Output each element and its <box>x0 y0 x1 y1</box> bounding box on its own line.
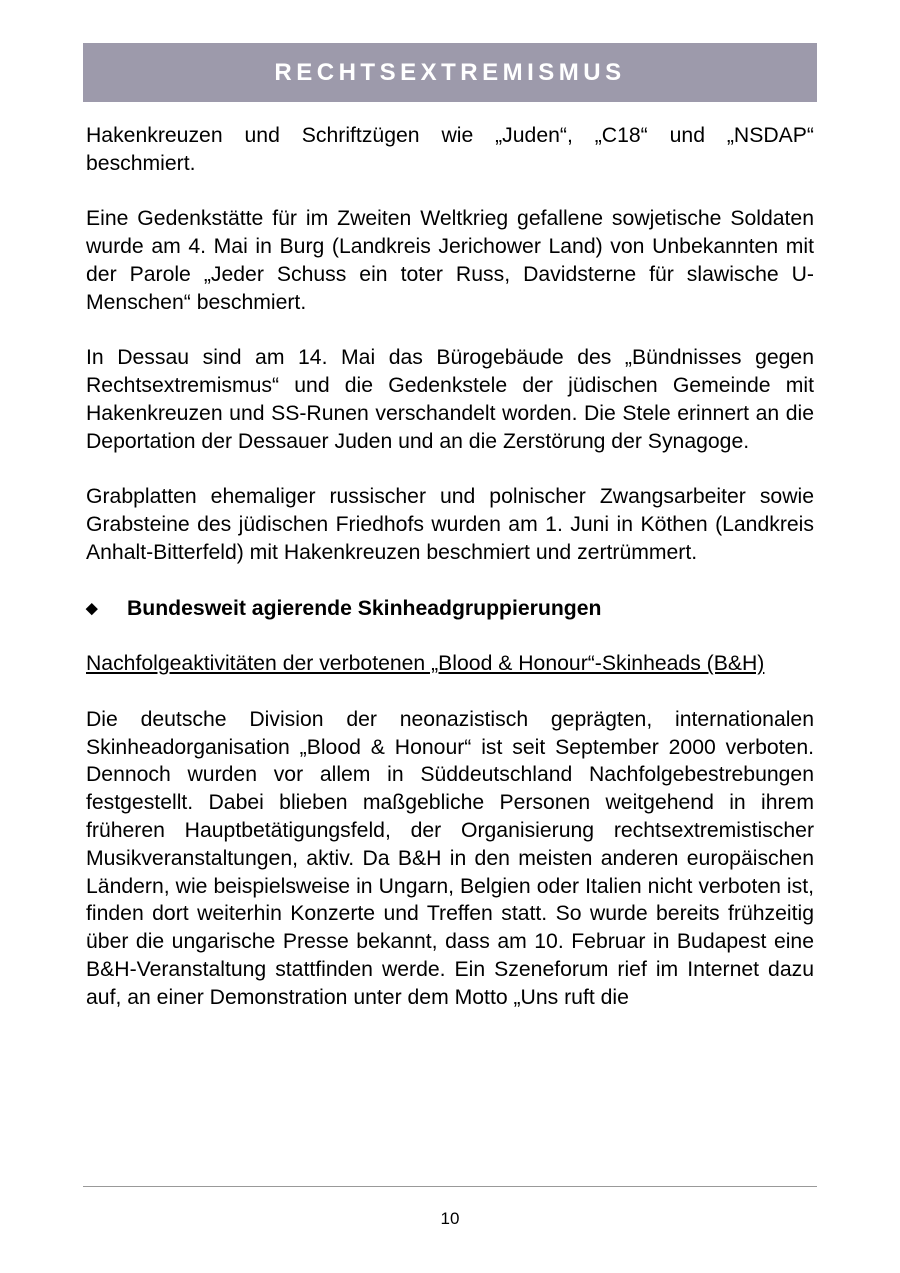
page-header-bar <box>83 43 817 102</box>
footer-divider <box>83 1186 817 1187</box>
diamond-bullet-icon: ◆ <box>86 599 98 617</box>
page-body <box>86 122 814 1039</box>
page-number: 10 <box>440 1209 460 1228</box>
paragraph: Die deutsche Division der neonazistisch geprägten, internationalen Skinheadorganisation „Blood & Honour“ ist seit September 2000 verboten. Dennoch wurden vor allem in Süddeutschland Nachfolgebestrebungen festgestellt. Dabei blieben maßgebliche Personen weitgehend in ihrem früheren Hauptbetätigungsfeld, der Organisierung rechtsextremistischer Musikveranstaltungen, aktiv. Da B&H in den meisten anderen europäischen Ländern, wie beispielsweise in Ungarn, Belgien oder Italien nicht verboten ist, finden dort weiterhin Konzerte und Treffen statt. So wurde bereits frühzeitig über die ungarische Presse bekannt, dass am 10. Februar in Budapest eine B&H-Veranstaltung stattfinden werde. Ein Szeneforum rief im Internet dazu auf, an einer Demonstration unter dem Motto „Uns ruft die <box>86 707 814 1009</box>
page-header-title: RECHTSEXTREMISMUS <box>274 58 626 86</box>
paragraph: Grabplatten ehemaliger russischer und polnischer Zwangsarbeiter sowie Grabsteine des jüdischen Friedhofs wurden am 1. Juni in Köthen (Landkreis Anhalt-Bitterfeld) mit Hakenkreuzen beschmiert und zertrümmert. <box>86 485 814 564</box>
section-heading-text: Bundesweit agierende Skinheadgruppierungen <box>127 596 602 620</box>
subsection-heading: Nachfolgeaktivitäten der verbotenen „Blood & Honour“-Skinheads (B&H) <box>86 652 765 676</box>
section-heading <box>86 595 814 623</box>
paragraph: In Dessau sind am 14. Mai das Bürogebäude des „Bündnisses gegen Rechtsextremismus“ und die Gedenkstele der jüdischen Gemeinde mit Hakenkreuzen und SS-Runen verschandelt worden. Die Stele erinnert an die Deportation der Dessauer Juden und an die Zerstörung der Synagoge. <box>86 346 814 453</box>
paragraph: Hakenkreuzen und Schriftzügen wie „Juden“, „C18“ und „NSDAP“ beschmiert. <box>86 124 814 175</box>
paragraph: Eine Gedenkstätte für im Zweiten Weltkrieg gefallene sowjetische Soldaten wurde am 4. Mai in Burg (Landkreis Jerichower Land) von Unbekannten mit der Parole „Jeder Schuss ein toter Russ, Davidsterne für slawische U-Menschen“ beschmiert. <box>86 207 814 314</box>
